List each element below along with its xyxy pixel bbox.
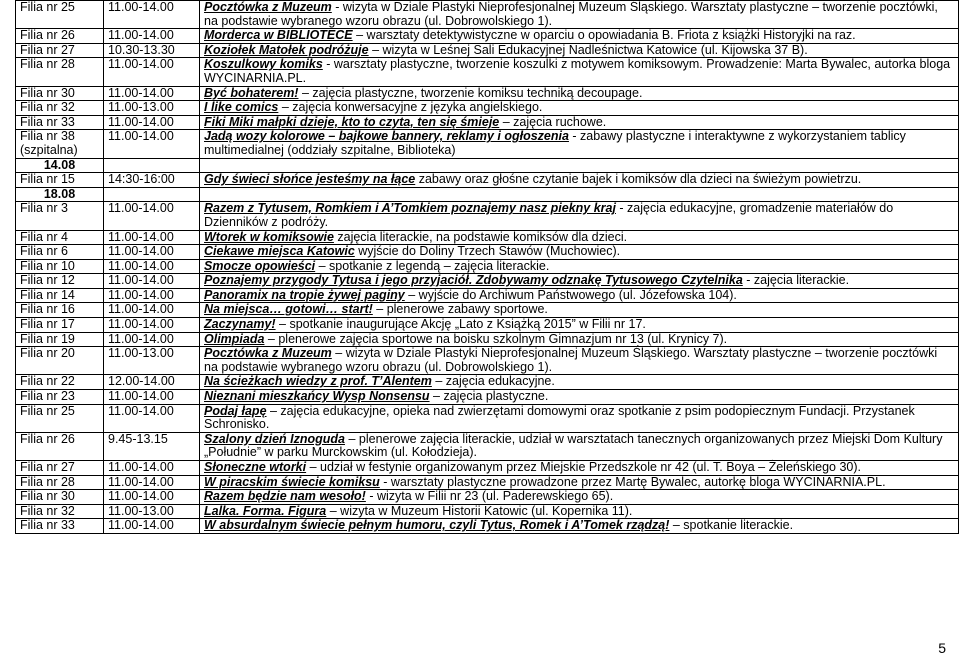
schedule-body xyxy=(16,1,959,534)
event-row xyxy=(16,375,959,390)
description-cell xyxy=(200,390,959,405)
date-row xyxy=(16,187,959,202)
event-title: Być bohaterem! xyxy=(204,85,299,100)
time-cell: 11.00-13.00 xyxy=(104,347,200,375)
event-row xyxy=(16,259,959,274)
time-cell: 11.00-14.00 xyxy=(104,202,200,230)
branch-cell: Filia nr 10 xyxy=(16,259,104,274)
event-row xyxy=(16,58,959,86)
event-row xyxy=(16,475,959,490)
date-label: 14.08 xyxy=(16,158,104,173)
time-cell: 11.00-14.00 xyxy=(104,519,200,534)
description-cell xyxy=(200,202,959,230)
time-cell: 11.00-14.00 xyxy=(104,318,200,333)
event-row xyxy=(16,347,959,375)
time-cell: 11.00-14.00 xyxy=(104,461,200,476)
event-title: Fiki Miki małpki dzieje, kto to czyta, ten się śmieje xyxy=(204,114,500,129)
time-cell: 11.00-14.00 xyxy=(104,390,200,405)
branch-cell: Filia nr 20 xyxy=(16,347,104,375)
empty-cell xyxy=(200,187,959,202)
event-description: - wizyta w Filii nr 23 (ul. Paderewskiego 65). xyxy=(365,489,614,504)
branch-cell: Filia nr 25 xyxy=(16,404,104,432)
description-cell xyxy=(200,58,959,86)
event-row xyxy=(16,490,959,505)
event-row xyxy=(16,432,959,460)
event-description: – zajęcia ruchowe. xyxy=(499,114,607,129)
event-row xyxy=(16,173,959,188)
event-title: Podaj łapę xyxy=(204,403,267,418)
event-row xyxy=(16,230,959,245)
description-cell xyxy=(200,432,959,460)
branch-cell: Filia nr 17 xyxy=(16,318,104,333)
event-row xyxy=(16,288,959,303)
event-title: W piracskim świecie komiksu xyxy=(204,474,380,489)
event-description: – zajęcia edukacyjne, opieka nad zwierzętami domowymi oraz spotkanie z psim podopiecznym Fundacji. Przystanek Schronisko. xyxy=(204,403,915,432)
description-cell xyxy=(200,274,959,289)
time-cell: 14:30-16:00 xyxy=(104,173,200,188)
branch-cell: Filia nr 26 xyxy=(16,29,104,44)
time-cell: 11.00-14.00 xyxy=(104,86,200,101)
event-title: Na ścieżkach wiedzy z prof. T’Alentem xyxy=(204,374,432,389)
description-cell xyxy=(200,490,959,505)
branch-cell: Filia nr 26 xyxy=(16,432,104,460)
event-row xyxy=(16,332,959,347)
time-cell: 11.00-14.00 xyxy=(104,303,200,318)
event-title: Ciekawe miejsca Katowic xyxy=(204,244,355,259)
branch-cell: Filia nr 14 xyxy=(16,288,104,303)
event-title: Na miejsca… gotowi… start! xyxy=(204,302,373,317)
time-cell: 11.00-14.00 xyxy=(104,288,200,303)
event-row xyxy=(16,86,959,101)
event-row xyxy=(16,519,959,534)
event-description: – zajęcia plastyczne. xyxy=(429,389,549,404)
event-description: - wizyta w Dziale Plastyki Nieprofesjonalnej Muzeum Śląskiego. Warsztaty plastyczne – tworzenie pocztówki, na podstawie wybranego wzoru obrazu (ul. Dobrowolskiego 1). xyxy=(204,0,938,28)
description-cell xyxy=(200,475,959,490)
event-title: Smocze opowieści xyxy=(204,258,316,273)
description-cell xyxy=(200,519,959,534)
event-title: Pocztówka z Muzeum xyxy=(204,346,332,361)
description-cell xyxy=(200,288,959,303)
event-row xyxy=(16,1,959,29)
time-cell: 11.00-14.00 xyxy=(104,230,200,245)
branch-cell: Filia nr 38 (szpitalna) xyxy=(16,130,104,158)
time-cell: 11.00-13.00 xyxy=(104,101,200,116)
branch-cell: Filia nr 16 xyxy=(16,303,104,318)
event-description: - warsztaty plastyczne, tworzenie koszulki z motywem komiksowym. Prowadzenie: Marta Bywalec, autorka bloga WYCINARNIA.PL. xyxy=(204,57,951,85)
description-cell xyxy=(200,461,959,476)
empty-cell xyxy=(104,158,200,173)
branch-cell: Filia nr 15 xyxy=(16,173,104,188)
branch-cell: Filia nr 3 xyxy=(16,202,104,230)
description-cell xyxy=(200,318,959,333)
event-row xyxy=(16,43,959,58)
event-description: – wizyta w Muzeum Historii Katowic (ul. Kopernika 11). xyxy=(326,503,633,518)
event-description: – spotkanie z legendą – zajęcia literackie. xyxy=(315,258,550,273)
branch-cell: Filia nr 33 xyxy=(16,115,104,130)
event-title: Słoneczne wtorki xyxy=(204,460,307,474)
description-cell xyxy=(200,130,959,158)
event-title: Koszulkowy komiks xyxy=(204,57,323,72)
event-title: Nieznani mieszkańcy Wysp Nonsensu xyxy=(204,389,430,404)
event-title: Pocztówka z Muzeum xyxy=(204,0,332,14)
description-cell xyxy=(200,259,959,274)
time-cell: 11.00-14.00 xyxy=(104,58,200,86)
event-description: zajęcia literackie, na podstawie komiksów dla dzieci. xyxy=(333,229,628,244)
event-title: Razem z Tytusem, Romkiem i A’Tomkiem poznajemy nasz piekny kraj xyxy=(204,201,616,216)
description-cell xyxy=(200,43,959,58)
description-cell xyxy=(200,332,959,347)
description-cell xyxy=(200,1,959,29)
event-description: zabawy oraz głośne czytanie bajek i komiksów dla dzieci na świeżym powietrzu. xyxy=(415,172,862,187)
description-cell xyxy=(200,245,959,260)
event-title: I like comics xyxy=(204,100,279,115)
page-number: 5 xyxy=(938,640,946,656)
event-description: – plenerowe zajęcia sportowe na boisku szkolnym Gimnazjum nr 13 (ul. Krynicy 7). xyxy=(264,331,728,346)
event-row xyxy=(16,404,959,432)
event-row xyxy=(16,101,959,116)
event-row xyxy=(16,245,959,260)
branch-cell: Filia nr 32 xyxy=(16,504,104,519)
event-description: - zabawy plastyczne i interaktywne z wykorzystaniem tablicy multimedialnej (oddziały szpitalne, Biblioteka) xyxy=(204,129,906,157)
time-cell: 10.30-13.30 xyxy=(104,43,200,58)
branch-cell: Filia nr 4 xyxy=(16,230,104,245)
time-cell: 11.00-14.00 xyxy=(104,404,200,432)
description-cell xyxy=(200,303,959,318)
event-row xyxy=(16,303,959,318)
event-description: – warsztaty detektywistyczne w oparciu o opowiadania B. Friota z książki Historyjki na raz. xyxy=(352,28,856,43)
event-description: – plenerowe zajęcia literackie, udział w warsztatach tanecznych organizowanych przez Miejski Dom Kultury „Południe” w parku Murckowskim (ul. Kołodzieja). xyxy=(204,431,943,460)
event-description: – zajęcia edukacyjne. xyxy=(431,374,555,389)
event-description: – plenerowe zabawy sportowe. xyxy=(372,302,548,317)
event-title: Olimpiada xyxy=(204,331,265,346)
event-row xyxy=(16,130,959,158)
event-row xyxy=(16,390,959,405)
time-cell: 11.00-14.00 xyxy=(104,274,200,289)
branch-cell: Filia nr 6 xyxy=(16,245,104,260)
branch-cell: Filia nr 27 xyxy=(16,461,104,476)
time-cell: 9.45-13.15 xyxy=(104,432,200,460)
date-label: 18.08 xyxy=(16,187,104,202)
event-row xyxy=(16,318,959,333)
time-cell: 11.00-14.00 xyxy=(104,115,200,130)
event-description: – spotkanie literackie. xyxy=(669,518,794,533)
branch-cell: Filia nr 30 xyxy=(16,490,104,505)
event-description: - warsztaty plastyczne prowadzone przez Martę Bywalec, autorkę bloga WYCINARNIA.PL. xyxy=(379,474,886,489)
branch-cell: Filia nr 30 xyxy=(16,86,104,101)
event-description: – wizyta w Leśnej Sali Edukacyjnej Nadleśnictwa Katowice (ul. Kijowska 37 B). xyxy=(368,42,808,57)
event-description: – udział w festynie organizowanym przez Miejskie Przedszkole nr 42 (ul. T. Boya – Żeleńskiego 30). xyxy=(306,460,861,474)
empty-cell xyxy=(200,158,959,173)
event-description: - zajęcia edukacyjne, gromadzenie materiałów do Dzienników z podróży. xyxy=(204,201,894,229)
time-cell: 11.00-14.00 xyxy=(104,332,200,347)
event-title: Lalka. Forma. Figura xyxy=(204,503,327,518)
schedule-table xyxy=(15,0,959,534)
time-cell: 11.00-14.00 xyxy=(104,130,200,158)
description-cell xyxy=(200,504,959,519)
event-title: Gdy świeci słońce jesteśmy na łące xyxy=(204,172,416,187)
branch-cell: Filia nr 28 xyxy=(16,475,104,490)
event-description: – wyjście do Archiwum Państwowego (ul. Józefowska 104). xyxy=(404,287,737,302)
time-cell: 11.00-14.00 xyxy=(104,259,200,274)
branch-cell: Filia nr 22 xyxy=(16,375,104,390)
event-row xyxy=(16,461,959,476)
time-cell: 11.00-14.00 xyxy=(104,475,200,490)
event-description: – wizyta w Dziale Plastyki Nieprofesjonalnej Muzeum Śląskiego. Warsztaty plastyczne – tworzenie pocztówki na podstawie wybranego wzoru obrazu (ul. Dobrowolskiego 1). xyxy=(204,346,938,374)
description-cell xyxy=(200,115,959,130)
event-title: Szalony dzień Iznoguda xyxy=(204,431,345,446)
branch-cell: Filia nr 19 xyxy=(16,332,104,347)
time-cell: 11.00-14.00 xyxy=(104,490,200,505)
event-description: wyjście do Doliny Trzech Stawów (Muchowiec). xyxy=(354,244,621,259)
event-title: Koziołek Matołek podróżuje xyxy=(204,42,369,57)
branch-cell: Filia nr 32 xyxy=(16,101,104,116)
empty-cell xyxy=(104,187,200,202)
branch-cell: Filia nr 28 xyxy=(16,58,104,86)
description-cell xyxy=(200,230,959,245)
date-row xyxy=(16,158,959,173)
event-title: Zaczynamy! xyxy=(204,317,276,332)
event-description: – spotkanie inaugurujące Akcję „Lato z Książką 2015” w Filii nr 17. xyxy=(275,317,646,332)
event-description: – zajęcia konwersacyjne z języka angielskiego. xyxy=(278,100,543,115)
event-description: - zajęcia literackie. xyxy=(742,273,850,288)
event-row xyxy=(16,274,959,289)
event-title: Morderca w BIBLIOTECE xyxy=(204,28,353,43)
time-cell: 11.00-14.00 xyxy=(104,29,200,44)
event-row xyxy=(16,504,959,519)
event-title: Razem będzie nam wesoło! xyxy=(204,489,366,504)
event-title: Poznajemy przygody Tytusa i jego przyjaciół. Zdobywamy odznakę Tytusowego Czytelnika xyxy=(204,273,743,288)
time-cell: 11.00-14.00 xyxy=(104,1,200,29)
event-title: Jadą wozy kolorowe – bajkowe bannery, reklamy i ogłoszenia xyxy=(204,129,569,144)
event-title: Wtorek w komiksowie xyxy=(204,229,334,244)
branch-cell: Filia nr 33 xyxy=(16,519,104,534)
description-cell xyxy=(200,101,959,116)
event-row xyxy=(16,29,959,44)
event-row xyxy=(16,202,959,230)
time-cell: 12.00-14.00 xyxy=(104,375,200,390)
event-title: Panoramix na tropie żywej paginy xyxy=(204,287,405,302)
event-row xyxy=(16,115,959,130)
time-cell: 11.00-13.00 xyxy=(104,504,200,519)
branch-cell: Filia nr 25 xyxy=(16,1,104,29)
description-cell xyxy=(200,86,959,101)
description-cell xyxy=(200,404,959,432)
branch-cell: Filia nr 12 xyxy=(16,274,104,289)
description-cell xyxy=(200,375,959,390)
branch-cell: Filia nr 23 xyxy=(16,390,104,405)
time-cell: 11.00-14.00 xyxy=(104,245,200,260)
description-cell xyxy=(200,173,959,188)
branch-cell: Filia nr 27 xyxy=(16,43,104,58)
description-cell xyxy=(200,347,959,375)
event-title: W absurdalnym świecie pełnym humoru, czyli Tytus, Romek i A’Tomek rządzą! xyxy=(204,518,670,533)
event-description: – zajęcia plastyczne, tworzenie komiksu techniką decoupage. xyxy=(298,85,643,100)
description-cell xyxy=(200,29,959,44)
